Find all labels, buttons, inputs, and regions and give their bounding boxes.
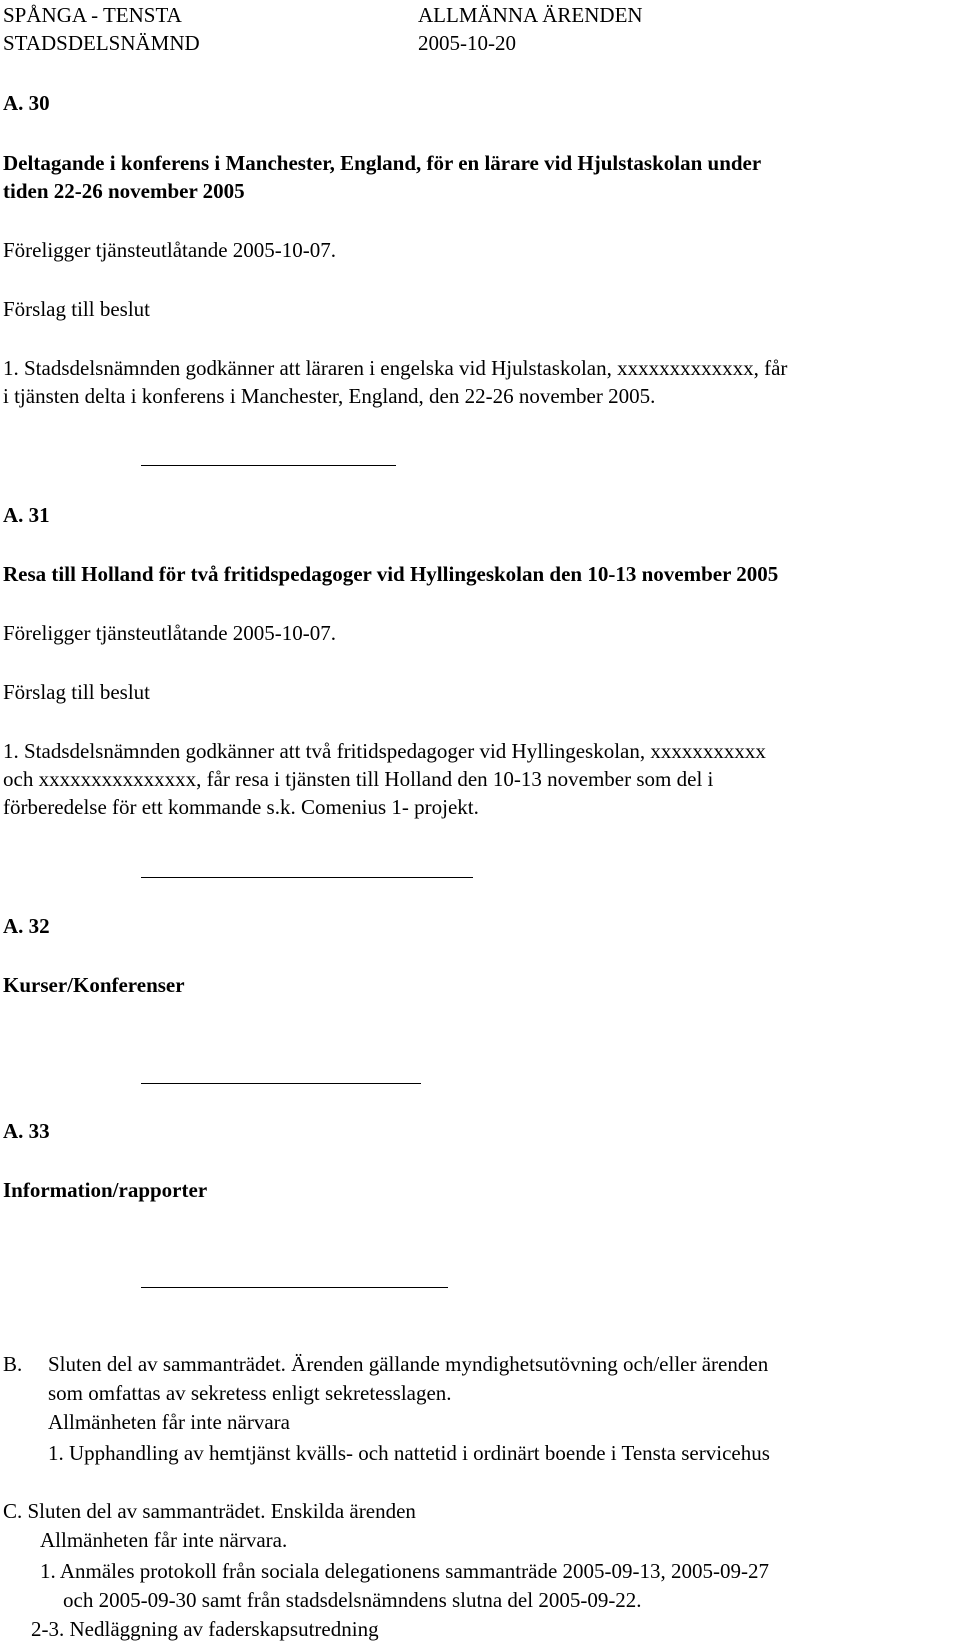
section-divider bbox=[141, 465, 396, 466]
b-line2: som omfattas av sekretess enligt sekretesslagen. bbox=[48, 1381, 452, 1405]
a30-number: A. 30 bbox=[3, 91, 50, 115]
header-left-line1: SPÅNGA - TENSTA bbox=[3, 3, 182, 27]
c-item1-line2: och 2005-09-30 samt från stadsdelsnämndens slutna del 2005-09-22. bbox=[63, 1588, 642, 1612]
a32-number: A. 32 bbox=[3, 914, 50, 938]
a31-item-line1: 1. Stadsdelsnämnden godkänner att två fritidspedagoger vid Hyllingeskolan, xxxxxxxxxxx bbox=[3, 739, 766, 763]
c-item2: 2-3. Nedläggning av faderskapsutredning bbox=[31, 1617, 379, 1641]
a30-title-line1: Deltagande i konferens i Manchester, England, för en lärare vid Hjulstaskolan under bbox=[3, 151, 762, 175]
a31-proposal-heading: Förslag till beslut bbox=[3, 680, 150, 704]
c-line2: Allmänheten får inte närvara. bbox=[40, 1528, 288, 1552]
b-line1: Sluten del av sammanträdet. Ärenden gällande myndighetsutövning och/eller ärenden bbox=[48, 1352, 769, 1376]
a33-title: Information/rapporter bbox=[3, 1178, 208, 1202]
section-divider bbox=[141, 877, 473, 878]
section-divider bbox=[141, 1287, 448, 1288]
header-left-line2: STADSDELSNÄMND bbox=[3, 31, 200, 55]
a30-title-line2: tiden 22-26 november 2005 bbox=[3, 179, 245, 203]
a30-item-line2: i tjänsten delta i konferens i Manchester, England, den 22-26 november 2005. bbox=[3, 384, 656, 408]
a30-basis: Föreligger tjänsteutlåtande 2005-10-07. bbox=[3, 238, 336, 262]
a31-item-line3: förberedelse för ett kommande s.k. Comenius 1- projekt. bbox=[3, 795, 479, 819]
a32-title: Kurser/Konferenser bbox=[3, 973, 185, 997]
a33-number: A. 33 bbox=[3, 1119, 50, 1143]
b-line3: Allmänheten får inte närvara bbox=[48, 1410, 290, 1434]
c-item1-line1: 1. Anmäles protokoll från sociala delegationens sammanträde 2005-09-13, 2005-09-27 bbox=[40, 1559, 769, 1583]
c-line1: C. Sluten del av sammanträdet. Enskilda ärenden bbox=[3, 1499, 416, 1523]
header-right-line1: ALLMÄNNA ÄRENDEN bbox=[418, 3, 643, 27]
a30-proposal-heading: Förslag till beslut bbox=[3, 297, 150, 321]
a31-item-line2: och xxxxxxxxxxxxxxx, får resa i tjänsten till Holland den 10-13 november som del i bbox=[3, 767, 714, 791]
section-divider bbox=[141, 1083, 421, 1084]
a31-basis: Föreligger tjänsteutlåtande 2005-10-07. bbox=[3, 621, 336, 645]
b-item1: 1. Upphandling av hemtjänst kvälls- och nattetid i ordinärt boende i Tensta servicehus bbox=[48, 1441, 770, 1465]
b-letter: B. bbox=[3, 1352, 23, 1376]
a31-title: Resa till Holland för två fritidspedagoger vid Hyllingeskolan den 10-13 november 2005 bbox=[3, 562, 779, 586]
a31-number: A. 31 bbox=[3, 503, 50, 527]
a30-item-line1: 1. Stadsdelsnämnden godkänner att läraren i engelska vid Hjulstaskolan, xxxxxxxxxxxxx, får bbox=[3, 356, 788, 380]
header-right-line2: 2005-10-20 bbox=[418, 31, 516, 55]
